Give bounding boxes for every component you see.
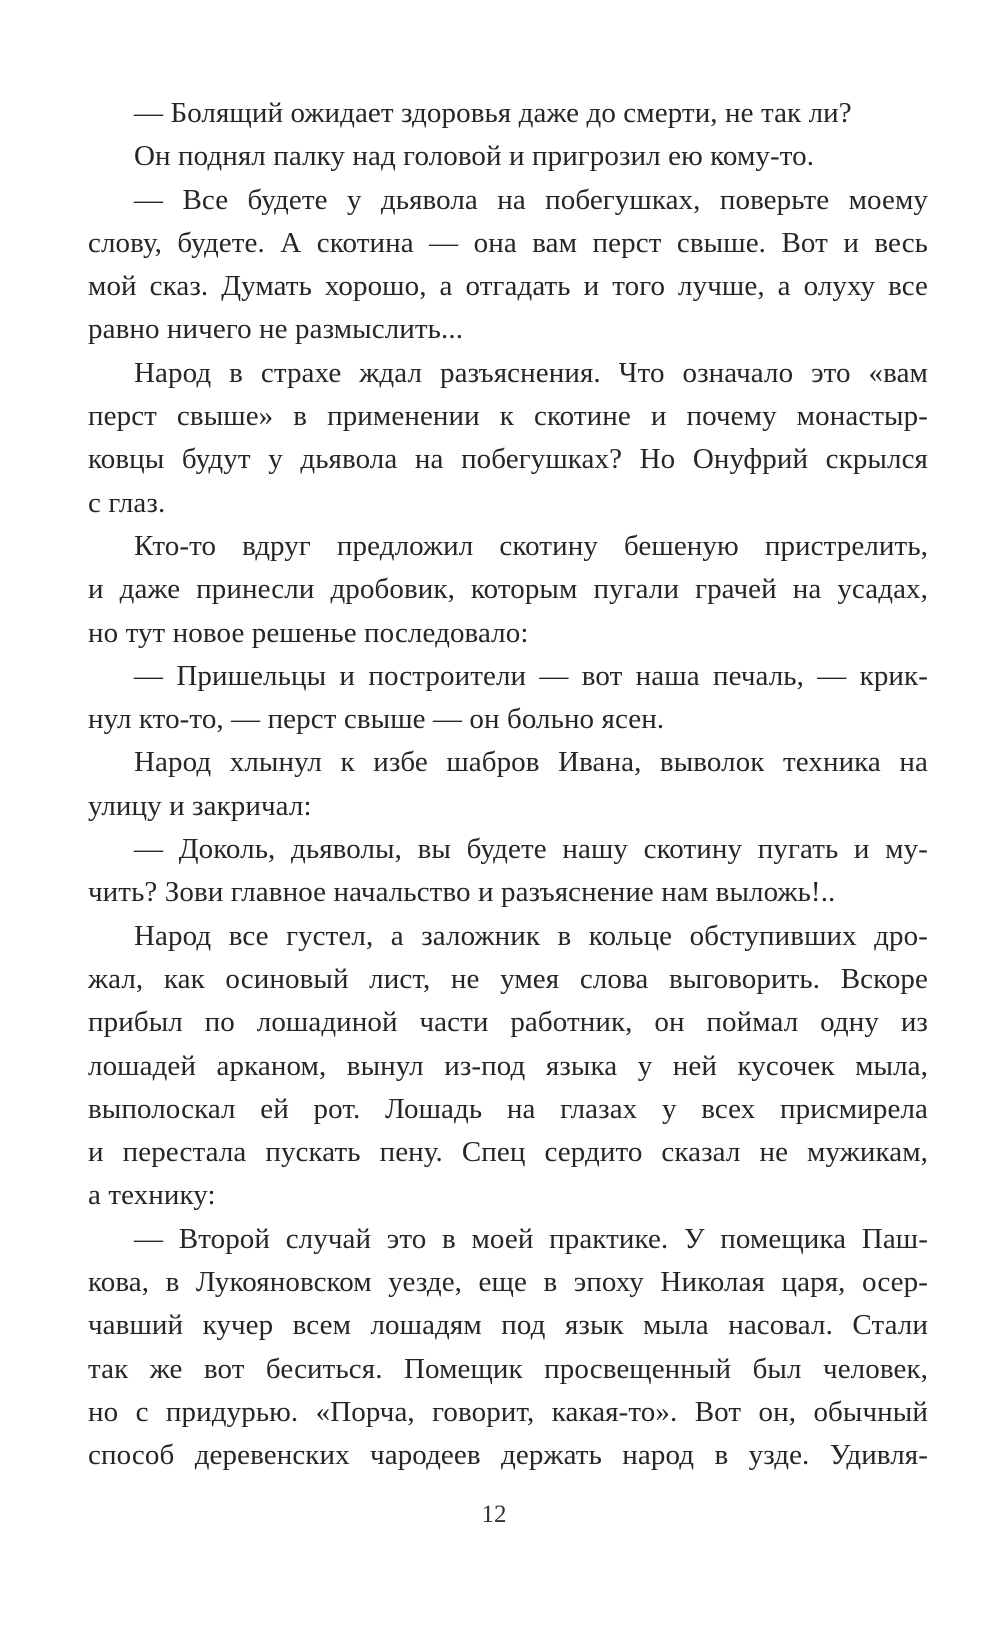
text-line: Кто-то вдруг предложил скотину бешеную пристрелить, — [134, 529, 928, 562]
text-line: Народ все густел, а заложник в кольце обступивших дро- — [134, 919, 928, 952]
text-line: жал, как осиновый лист, не умея слова выговорить. Вскоре — [88, 962, 928, 995]
text-line: — Болящий ожидает здоровья даже до смерти, не так ли? — [134, 97, 852, 129]
text-line: перст свыше» в применении к скотине и почему монастыр- — [88, 400, 928, 433]
text-line: так же вот беситься. Помещик просвещенный был человек, — [88, 1352, 928, 1385]
text-line: и перестала пускать пену. Спец сердито сказал не мужикам, — [88, 1136, 928, 1169]
body-text — [88, 92, 928, 1478]
text-line: мой сказ. Думать хорошо, а отгадать и того лучше, а олуху все — [88, 270, 928, 303]
page-number: 12 — [481, 1501, 507, 1528]
text-line: слову, будете. А скотина — она вам перст свыше. Вот и весь — [88, 226, 928, 259]
text-line: кова, в Лукояновском уезде, еще в эпоху Николая царя, осер- — [88, 1266, 928, 1299]
text-line: и даже принесли дробовик, которым пугали грачей на усадах, — [88, 573, 928, 606]
text-line: Он поднял палку над головой и пригрозил ею кому-то. — [134, 140, 815, 173]
text-line: прибыл по лошадиной части работник, он поймал одну из — [88, 1006, 928, 1039]
text-line: чавший кучер всем лошадям под язык мыла насовал. Стали — [88, 1309, 928, 1342]
text-line: — Все будете у дьявола на побегушках, поверьте моему — [134, 183, 928, 216]
text-line: выполоскал ей рот. Лошадь на глазах у всех присмирела — [88, 1092, 928, 1125]
text-line: нул кто-то, — перст свыше — он больно ясен. — [88, 703, 665, 736]
text-line: равно ничего не размыслить... — [88, 313, 464, 346]
text-line: чить? Зови главное начальство и разъяснение нам выложь!.. — [88, 876, 836, 909]
text-line: Народ хлынул к избе шабров Ивана, выволок техника на — [134, 746, 928, 779]
text-line: — Второй случай это в моей практике. У помещика Паш- — [134, 1222, 928, 1255]
text-line: — Доколь, дьяволы, вы будете нашу скотину пугать и му- — [134, 833, 928, 866]
text-line: с глаз. — [88, 486, 166, 519]
text-line: а технику: — [88, 1179, 216, 1212]
text-line: лошадей арканом, вынул из-под языка у ней кусочек мыла, — [88, 1049, 928, 1082]
text-line: способ деревенских чародеев держать народ в узде. Удивля- — [88, 1439, 928, 1472]
text-line: улицу и закричал: — [88, 789, 312, 822]
text-line: но с придурью. «Порча, говорит, какая-то». Вот он, обычный — [88, 1395, 928, 1428]
text-line: — Пришельцы и построители — вот наша печаль, — крик- — [134, 659, 928, 692]
text-line: но тут новое решенье последовало: — [88, 616, 529, 649]
text-line: ковцы будут у дьявола на побегушках? Но Онуфрий скрылся — [88, 443, 928, 476]
text-line: Народ в страхе ждал разъяснения. Что означало это «вам — [134, 356, 928, 389]
